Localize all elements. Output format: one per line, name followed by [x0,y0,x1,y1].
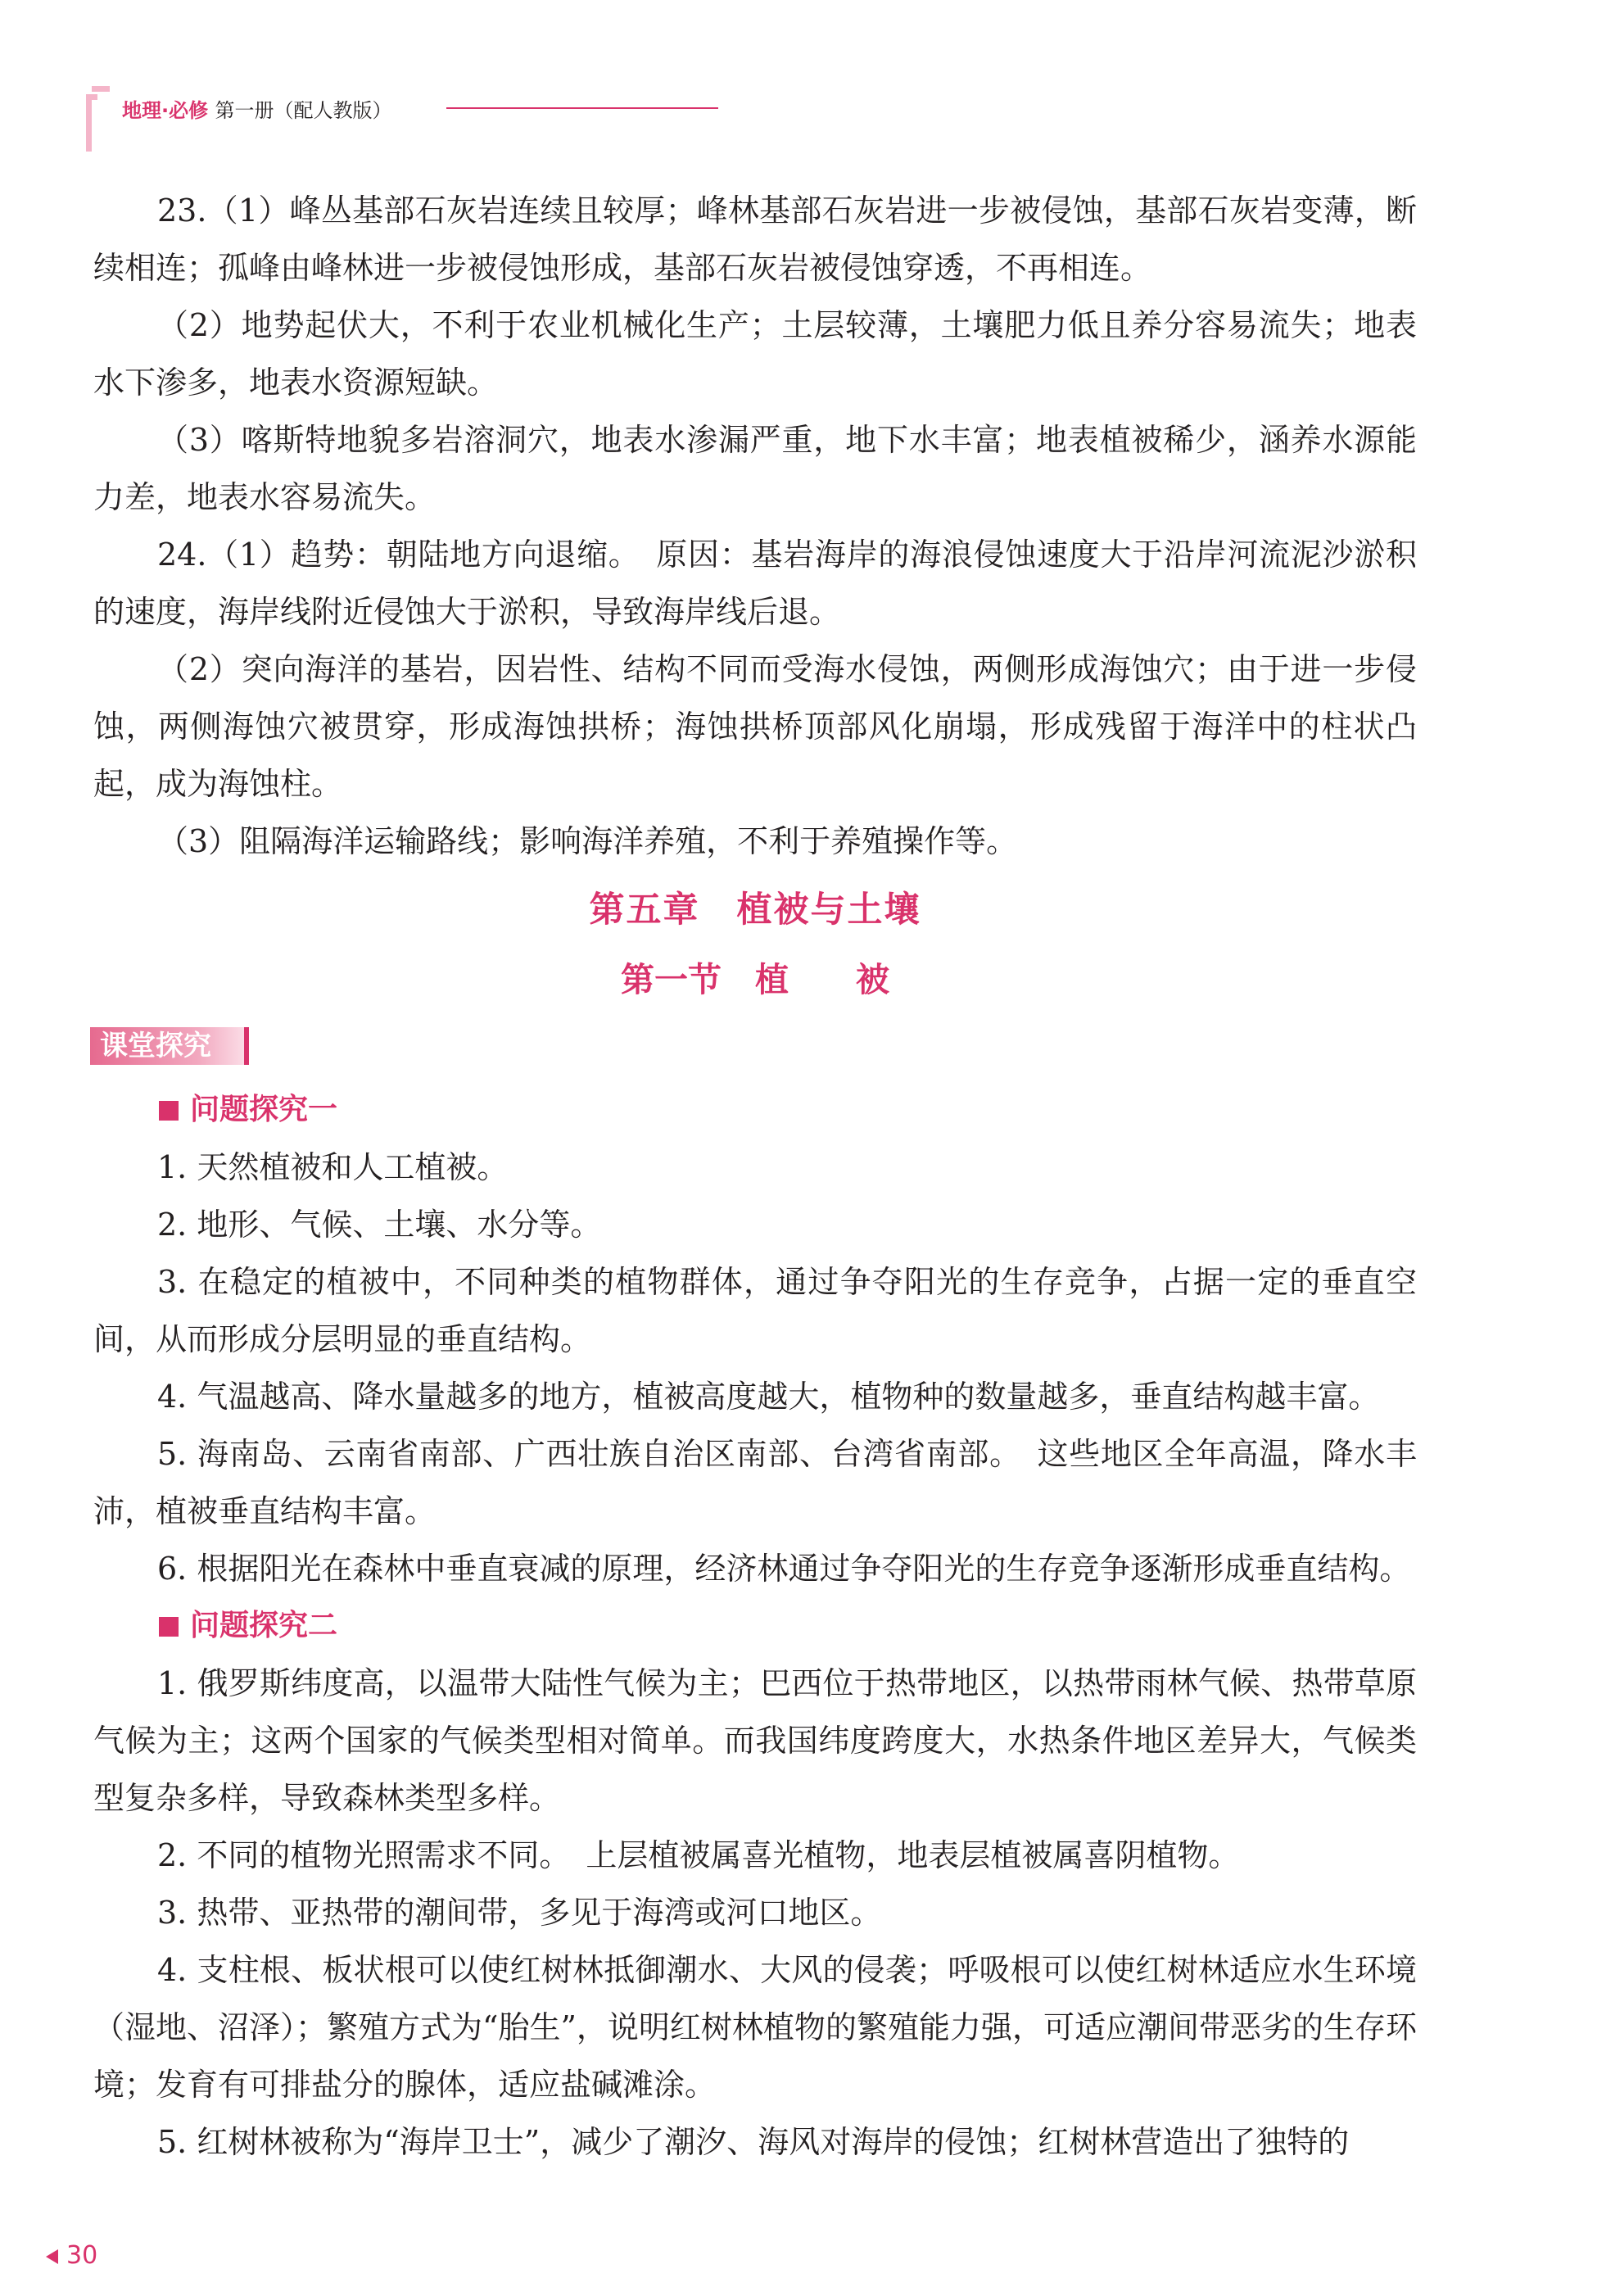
q1-item: 4. 气温越高、降水量越多的地方，植被高度越大，植物种的数量越多，垂直结构越丰富。 [157,1379,1380,1415]
chapter-title: 第五章 植被与土壤 [589,890,921,931]
q2-item: 4. 支柱根、板状根可以使红树林抵御潮水、大风的侵袭；呼吸根可以使红树林适应水生环境（湿地、沼泽）；繁殖方式为“胎生”，说明红树林植物的繁殖能力强，可适应潮间带恶劣的生存环境；发育有可排盐分的腺体，适应盐碱滩涂。 [93,1952,1417,2103]
header-bracket-decoration [86,94,97,152]
answer-24-1: 24.（1）趋势：朝陆地方向退缩。 原因：基岩海岸的海浪侵蚀速度大于沿岸河流泥沙淤积的速度，海岸线附近侵蚀大于淤积，导致海岸线后退。 [93,537,1417,630]
answer-23-3: （3）喀斯特地貌多岩溶洞穴，地表水渗漏严重，地下水丰富；地表植被稀少，涵养水源能力差，地表水容易流失。 [93,422,1417,515]
q2-item: 5. 红树林被称为“海岸卫士”，减少了潮汐、海风对海岸的侵蚀；红树林营造出了独特的 [157,2124,1350,2160]
q1-item: 6. 根据阳光在森林中垂直衰减的原理，经济林通过争夺阳光的生存竞争逐渐形成垂直结构。 [157,1551,1411,1587]
q1-item: 3. 在稳定的植被中，不同种类的植物群体，通过争夺阳光的生存竞争，占据一定的垂直空间，从而形成分层明显的垂直结构。 [93,1264,1417,1357]
page-footer [46,2241,97,2270]
q1-item: 5. 海南岛、云南省南部、广西壮族自治区南部、台湾省南部。 这些地区全年高温，降水丰沛，植被垂直结构丰富。 [93,1436,1417,1529]
question-heading-1 [93,1081,1417,1139]
square-bullet-icon [159,1101,179,1121]
header-rule [446,107,718,109]
question-heading-1-text: 问题探究一 [190,1093,338,1126]
left-triangle-icon [46,2249,58,2264]
header-book: 第一册（配人教版） [215,99,392,122]
answer-24-2: （2）突向海洋的基岩，因岩性、结构不同而受海水侵蚀，两侧形成海蚀穴；由于进一步侵蚀，两侧海蚀穴被贯穿，形成海蚀拱桥；海蚀拱桥顶部风化崩塌，形成残留于海洋中的柱状凸起，成为海蚀柱。 [93,651,1417,802]
page-number: 30 [66,2241,98,2270]
answer-23-2: （2）地势起伏大，不利于农业机械化生产；土层较薄，土壤肥力低且养分容易流失；地表水下渗多，地表水资源短缺。 [93,307,1417,401]
classroom-explore-banner: 课堂探究 [90,1027,249,1065]
q1-item: 2. 地形、气候、土壤、水分等。 [157,1207,602,1243]
answer-23-1: 23.（1）峰丛基部石灰岩连续且较厚；峰林基部石灰岩进一步被侵蚀，基部石灰岩变薄，断续相连；孤峰由峰林进一步被侵蚀形成，基部石灰岩被侵蚀穿透，不再相连。 [93,192,1417,286]
section-title: 第一节 植 被 [621,960,889,999]
header-text [122,94,391,123]
header-subject: 地理·必修 [122,99,209,122]
q2-item: 2. 不同的植物光照需求不同。 上层植被属喜光植物，地表层植被属喜阴植物。 [157,1837,1240,1873]
q2-item: 1. 俄罗斯纬度高，以温带大陆性气候为主；巴西位于热带地区，以热带雨林气候、热带草原气候为主；这两个国家的气候类型相对简单。而我国纬度跨度大，水热条件地区差异大，气候类型复杂多样，导致森林类型多样。 [93,1665,1417,1816]
answer-24-3: （3）阻隔海洋运输路线；影响海洋养殖，不利于养殖操作等。 [157,823,1018,859]
header-bracket-cap [92,86,110,92]
question-heading-2-text: 问题探究二 [190,1609,338,1642]
question-heading-2 [93,1597,1417,1655]
square-bullet-icon [159,1617,179,1637]
q2-item: 3. 热带、亚热带的潮间带，多见于海湾或河口地区。 [157,1895,882,1931]
q1-item: 1. 天然植被和人工植被。 [157,1149,509,1185]
classroom-banner-wrap [90,1027,1417,1068]
page-content [93,182,1417,2171]
